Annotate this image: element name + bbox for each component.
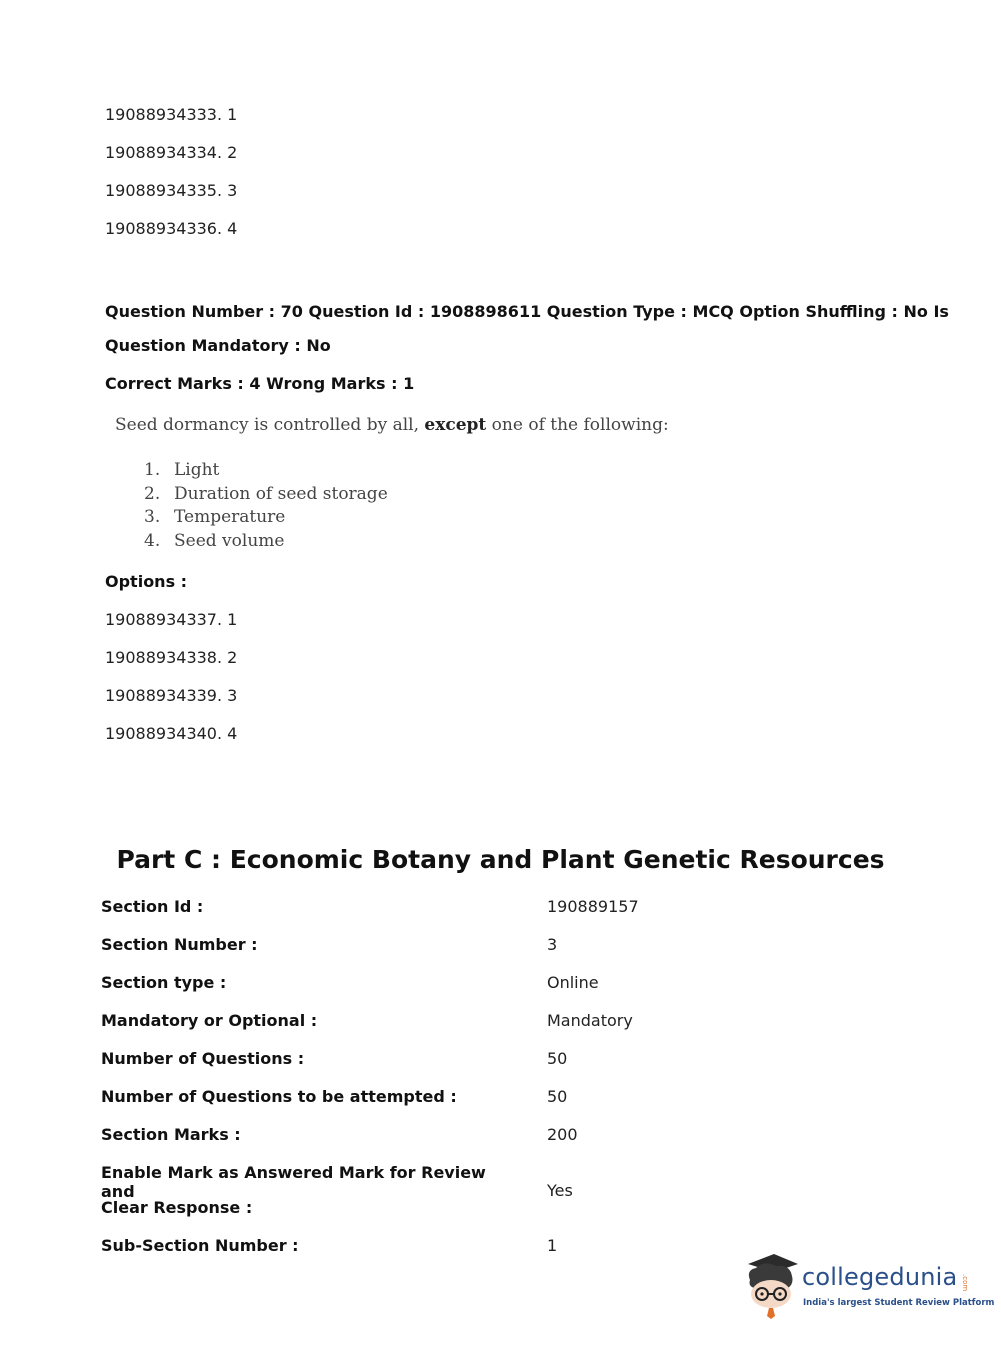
- section-value: Online: [547, 973, 599, 992]
- option-item: 19088934336. 4: [105, 219, 238, 238]
- section-value: 190889157: [547, 897, 639, 916]
- option-item: 19088934338. 2: [105, 648, 238, 667]
- option-item: 19088934333. 1: [105, 105, 238, 124]
- choice-number: 2.: [144, 483, 161, 504]
- stem-after: one of the following:: [486, 415, 669, 435]
- section-label: Section Id :: [101, 897, 204, 916]
- part-title: Part C : Economic Botany and Plant Genetic Resources: [116, 845, 885, 874]
- section-label: Enable Mark as Answered Mark for Review and: [101, 1163, 486, 1201]
- section-label: Number of Questions :: [101, 1049, 305, 1068]
- section-label: Mandatory or Optional :: [101, 1011, 318, 1030]
- section-label: Clear Response :: [101, 1198, 253, 1217]
- section-label: Section Marks :: [101, 1125, 241, 1144]
- section-value: Mandatory: [547, 1011, 633, 1030]
- choice-item: [144, 483, 388, 507]
- option-item: 19088934335. 3: [105, 181, 238, 200]
- section-label: Number of Questions to be attempted :: [101, 1087, 457, 1106]
- question-header: Question Number : 70 Question Id : 1908898611 Question Type : MCQ Option Shuffling : No Is: [105, 302, 949, 321]
- section-value: 50: [547, 1087, 568, 1106]
- choice-text: Duration of seed storage: [174, 483, 388, 504]
- option-item: 19088934340. 4: [105, 724, 238, 743]
- collegedunia-logo: [740, 1250, 995, 1320]
- section-value: 3: [547, 935, 558, 954]
- section-label: Section Number :: [101, 935, 258, 954]
- section-label: Section type :: [101, 973, 227, 992]
- choice-item: [144, 506, 388, 530]
- choice-number: 1.: [144, 460, 161, 480]
- stem-emphasis: except: [424, 415, 487, 435]
- choice-text: Temperature: [174, 507, 286, 527]
- options-label: Options :: [105, 572, 188, 591]
- choice-text: Light: [174, 460, 220, 480]
- section-label: Sub-Section Number :: [101, 1236, 299, 1255]
- section-value: 200: [547, 1125, 578, 1144]
- section-value: 50: [547, 1049, 568, 1068]
- choice-number: 3.: [144, 507, 161, 527]
- choice-item: [144, 459, 388, 483]
- option-item: 19088934337. 1: [105, 610, 238, 629]
- logo-suffix: .com: [961, 1274, 969, 1292]
- choice-text: Seed volume: [174, 530, 285, 551]
- question-stem: [115, 415, 669, 435]
- logo-tagline: India's largest Student Review Platform: [803, 1298, 995, 1308]
- choice-number: 4.: [144, 530, 161, 551]
- question-mandatory: Question Mandatory : No: [105, 336, 331, 355]
- section-value: 1: [547, 1236, 558, 1255]
- question-marks: Correct Marks : 4 Wrong Marks : 1: [105, 374, 415, 393]
- mascot-icon: [740, 1250, 802, 1320]
- logo-wordmark: collegedunia: [802, 1263, 958, 1291]
- stem-before: Seed dormancy is controlled by all,: [115, 415, 425, 435]
- section-value: Yes: [547, 1181, 573, 1200]
- choice-item: [144, 530, 388, 554]
- option-item: 19088934334. 2: [105, 143, 238, 162]
- question-choices: [144, 459, 388, 553]
- option-item: 19088934339. 3: [105, 686, 238, 705]
